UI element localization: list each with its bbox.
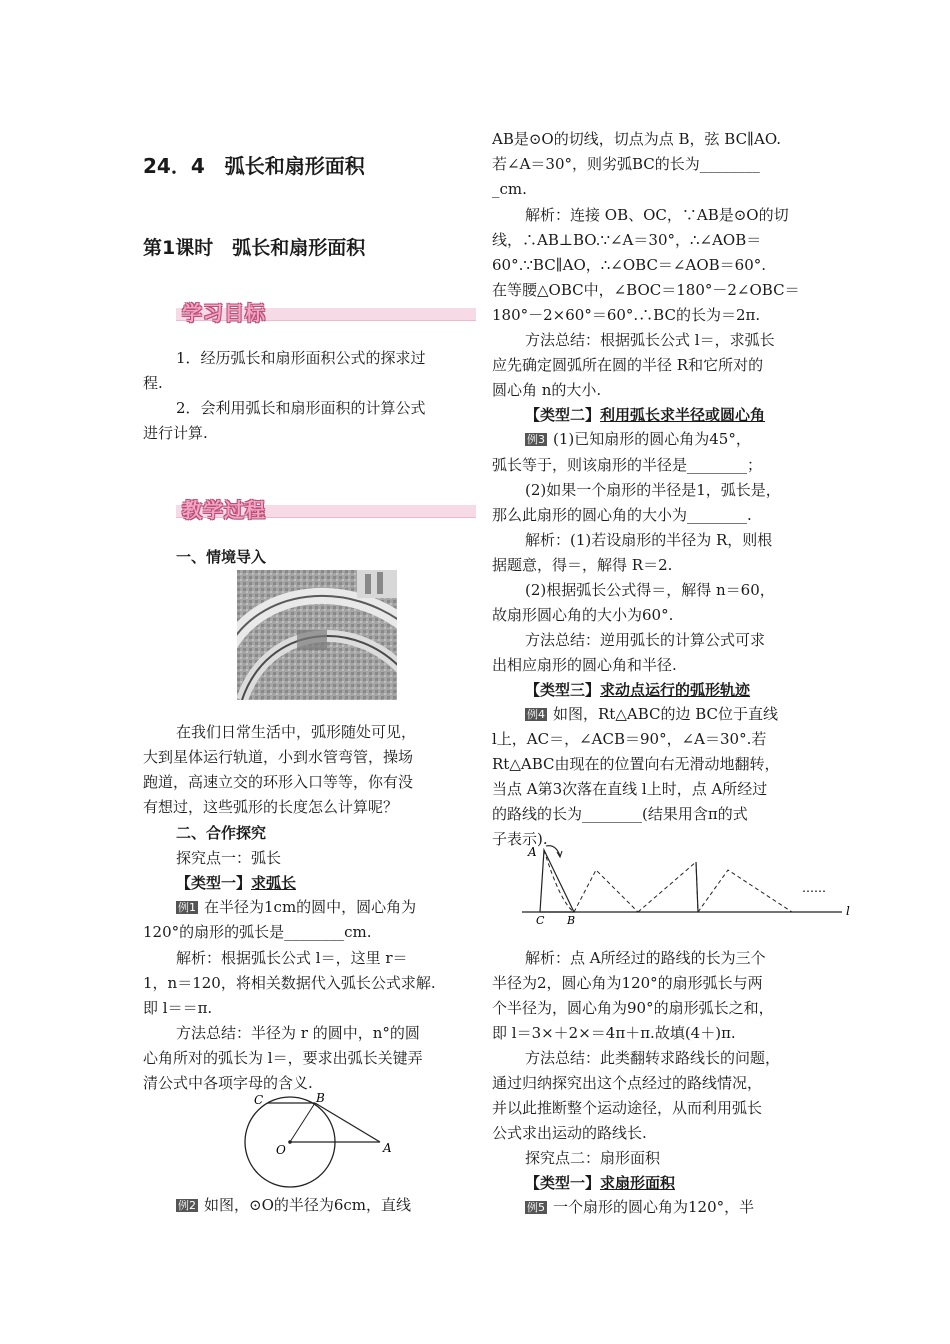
circle-tangent-figure: [240, 1088, 400, 1188]
example-badge: 例5: [527, 1201, 545, 1214]
goal-line: 1．经历弧长和扇形面积公式的探求过: [176, 349, 426, 367]
example-text: 一个扇形的圆心角为120°，半: [553, 1198, 755, 1216]
example-3-line: 弧长等于，则该扇形的半径是________；: [492, 456, 763, 474]
example-text: 在半径为1cm的圆中，圆心角为: [204, 898, 417, 916]
goals-banner-label: 学习目标: [182, 301, 266, 325]
example-1-line: 1，n＝120，将相关数据代入弧长公式求解.: [143, 974, 436, 992]
example-4-line: 个半径为，圆心角为90°的扇形弧长之和，: [492, 999, 774, 1017]
example-badge: 例1: [178, 901, 196, 914]
explore-heading: 探究点二：扇形面积: [525, 1149, 661, 1167]
example-2-line: _cm.: [492, 180, 527, 198]
type-heading: [176, 871, 296, 895]
process-banner: [176, 494, 476, 520]
type-bracket: 【类型一】: [176, 874, 252, 892]
example-3-line: [525, 427, 751, 451]
example-4-line: 方法总结：此类翻转求路线长的问题，: [525, 1049, 781, 1067]
explore-heading: 探究点一：弧长: [176, 849, 282, 867]
example-text: (1)已知扇形的圆心角为45°，: [553, 430, 751, 448]
intro-line: 有想过，这些弧形的长度怎么计算呢？: [143, 798, 399, 816]
example-2-line: 应先确定圆弧所在圆的半径 R和它所对的: [492, 356, 764, 374]
ellipsis: ……: [802, 881, 826, 895]
example-2-line: 180°－2×60°＝60°.∴BC的长为＝2π.: [492, 306, 761, 324]
example-2-line: [176, 1193, 411, 1217]
rolling-triangle-figure: [520, 842, 860, 924]
section-heading: 二、合作探究: [176, 824, 267, 842]
example-5-line: [525, 1195, 754, 1219]
goal-line: 程.: [143, 374, 163, 392]
example-2-line: 在等腰△OBC中，∠BOC＝180°－2∠OBC＝: [492, 281, 800, 299]
label-b: B: [316, 1091, 325, 1105]
type-bracket: 【类型一】: [525, 1174, 601, 1192]
example-1-line: 120°的扇形的弧长是________cm.: [143, 923, 372, 941]
lesson-title: 第1课时 弧长和扇形面积: [143, 237, 366, 259]
type-heading: [525, 678, 750, 702]
example-2-line: 解析：连接 OB、OC，∵AB是⊙O的切: [525, 206, 789, 224]
example-1-line: 方法总结：半径为 r 的圆中，n°的圆: [176, 1024, 420, 1042]
example-2-line: 圆心角 n的大小.: [492, 381, 602, 399]
goal-line: 进行计算.: [143, 424, 208, 442]
example-4-line: 解析：点 A所经过的路线的长为三个: [525, 949, 766, 967]
example-3-line: 出相应扇形的圆心角和半径.: [492, 656, 677, 674]
example-text: 如图，⊙O的半径为6cm，直线: [204, 1196, 412, 1214]
example-3-line: (2)根据弧长公式得＝，解得 n＝60，: [525, 581, 775, 599]
example-4-line: 当点 A第3次落在直线 l上时，点 A所经过: [492, 780, 768, 798]
example-1-line: 解析：根据弧长公式 l＝，这里 r＝: [176, 949, 408, 967]
example-badge: 例2: [178, 1199, 196, 1212]
label-o: O: [276, 1143, 286, 1157]
example-2-line: 线，∴AB⊥BO.∵∠A＝30°，∴∠AOB＝: [492, 231, 762, 249]
label-a: A: [383, 1141, 392, 1155]
type-name: 求动点运行的弧形轨迹: [600, 681, 751, 699]
example-4-line: l上，AC＝，∠ACB＝90°，∠A＝30°.若: [492, 730, 767, 748]
example-4-line: 并以此推断整个运动途径，从而利用弧长: [492, 1099, 763, 1117]
example-2-line: AB是⊙O的切线，切点为点 B，弦 BC∥AO.: [492, 130, 782, 148]
intro-line: 跑道，高速立交的环形入口等等，你有没: [143, 773, 414, 791]
example-1-line: [176, 895, 416, 919]
example-4-line: 通过归纳探究出这个点经过的路线情况，: [492, 1074, 763, 1092]
example-4-line: 半径为2，圆心角为120°的扇形弧长与两: [492, 974, 763, 992]
type-bracket: 【类型三】: [525, 681, 601, 699]
process-banner-label: 教学过程: [182, 498, 266, 522]
label-b: B: [567, 914, 576, 924]
example-2-line: 若∠A＝30°，则劣弧BC的长为________: [492, 155, 760, 173]
section-heading: 一、情境导入: [176, 548, 267, 566]
page-title: 24．4 弧长和扇形面积: [143, 154, 365, 178]
example-badge: 例3: [527, 433, 545, 446]
example-4-line: 公式求出运动的路线长.: [492, 1124, 647, 1142]
example-3-line: 据题意，得＝，解得 R＝2.: [492, 556, 673, 574]
type-heading: [525, 1171, 675, 1195]
interchange-photo: [237, 570, 397, 700]
goals-banner: [176, 297, 476, 323]
example-3-line: 故扇形圆心角的大小为60°.: [492, 606, 674, 624]
example-1-line: 清公式中各项字母的含义.: [143, 1074, 313, 1092]
example-badge: 例4: [527, 708, 545, 721]
example-4-line: Rt△ABC由现在的位置向右无滑动地翻转，: [492, 755, 780, 773]
type-name: 利用弧长求半径或圆心角: [600, 406, 766, 424]
intro-line: 在我们日常生活中，弧形随处可见，: [176, 723, 417, 741]
example-1-line: 即 l＝＝π.: [143, 999, 213, 1017]
example-3-line: 解析：(1)若设扇形的半径为 R，则根: [525, 531, 773, 549]
label-a: A: [528, 845, 537, 859]
example-1-line: 心角所对的弧长为 l＝，要求出弧长关键弄: [143, 1049, 423, 1067]
intro-line: 大到星体运行轨道，小到水管弯管，操场: [143, 748, 414, 766]
example-4-line: 即 l＝3×＋2×＝4π＋π.故填(4＋)π.: [492, 1024, 736, 1042]
example-4-line: 的路线的长为________(结果用含π的式: [492, 805, 748, 823]
goal-line: 2．会利用弧长和扇形面积的计算公式: [176, 399, 426, 417]
example-4-line: 子表示).: [492, 830, 548, 848]
type-name: 求扇形面积: [600, 1174, 676, 1192]
example-text: 如图，Rt△ABC的边 BC位于直线: [553, 705, 779, 723]
example-2-line: 方法总结：根据弧长公式 l＝，求弧长: [525, 331, 775, 349]
example-4-line: [525, 702, 778, 726]
type-name: 求弧长: [251, 874, 297, 892]
label-c: C: [536, 914, 545, 924]
label-c: C: [254, 1093, 264, 1107]
type-bracket: 【类型二】: [525, 406, 601, 424]
example-3-line: (2)如果一个扇形的半径是1，弧长是，: [525, 481, 781, 499]
type-heading: [525, 403, 765, 427]
label-l: l: [846, 904, 850, 918]
example-2-line: 60°.∵BC∥AO，∴∠OBC＝∠AOB＝60°.: [492, 256, 766, 274]
example-3-line: 那么此扇形的圆心角的大小为________.: [492, 506, 752, 524]
example-3-line: 方法总结：逆用弧长的计算公式可求: [525, 631, 766, 649]
